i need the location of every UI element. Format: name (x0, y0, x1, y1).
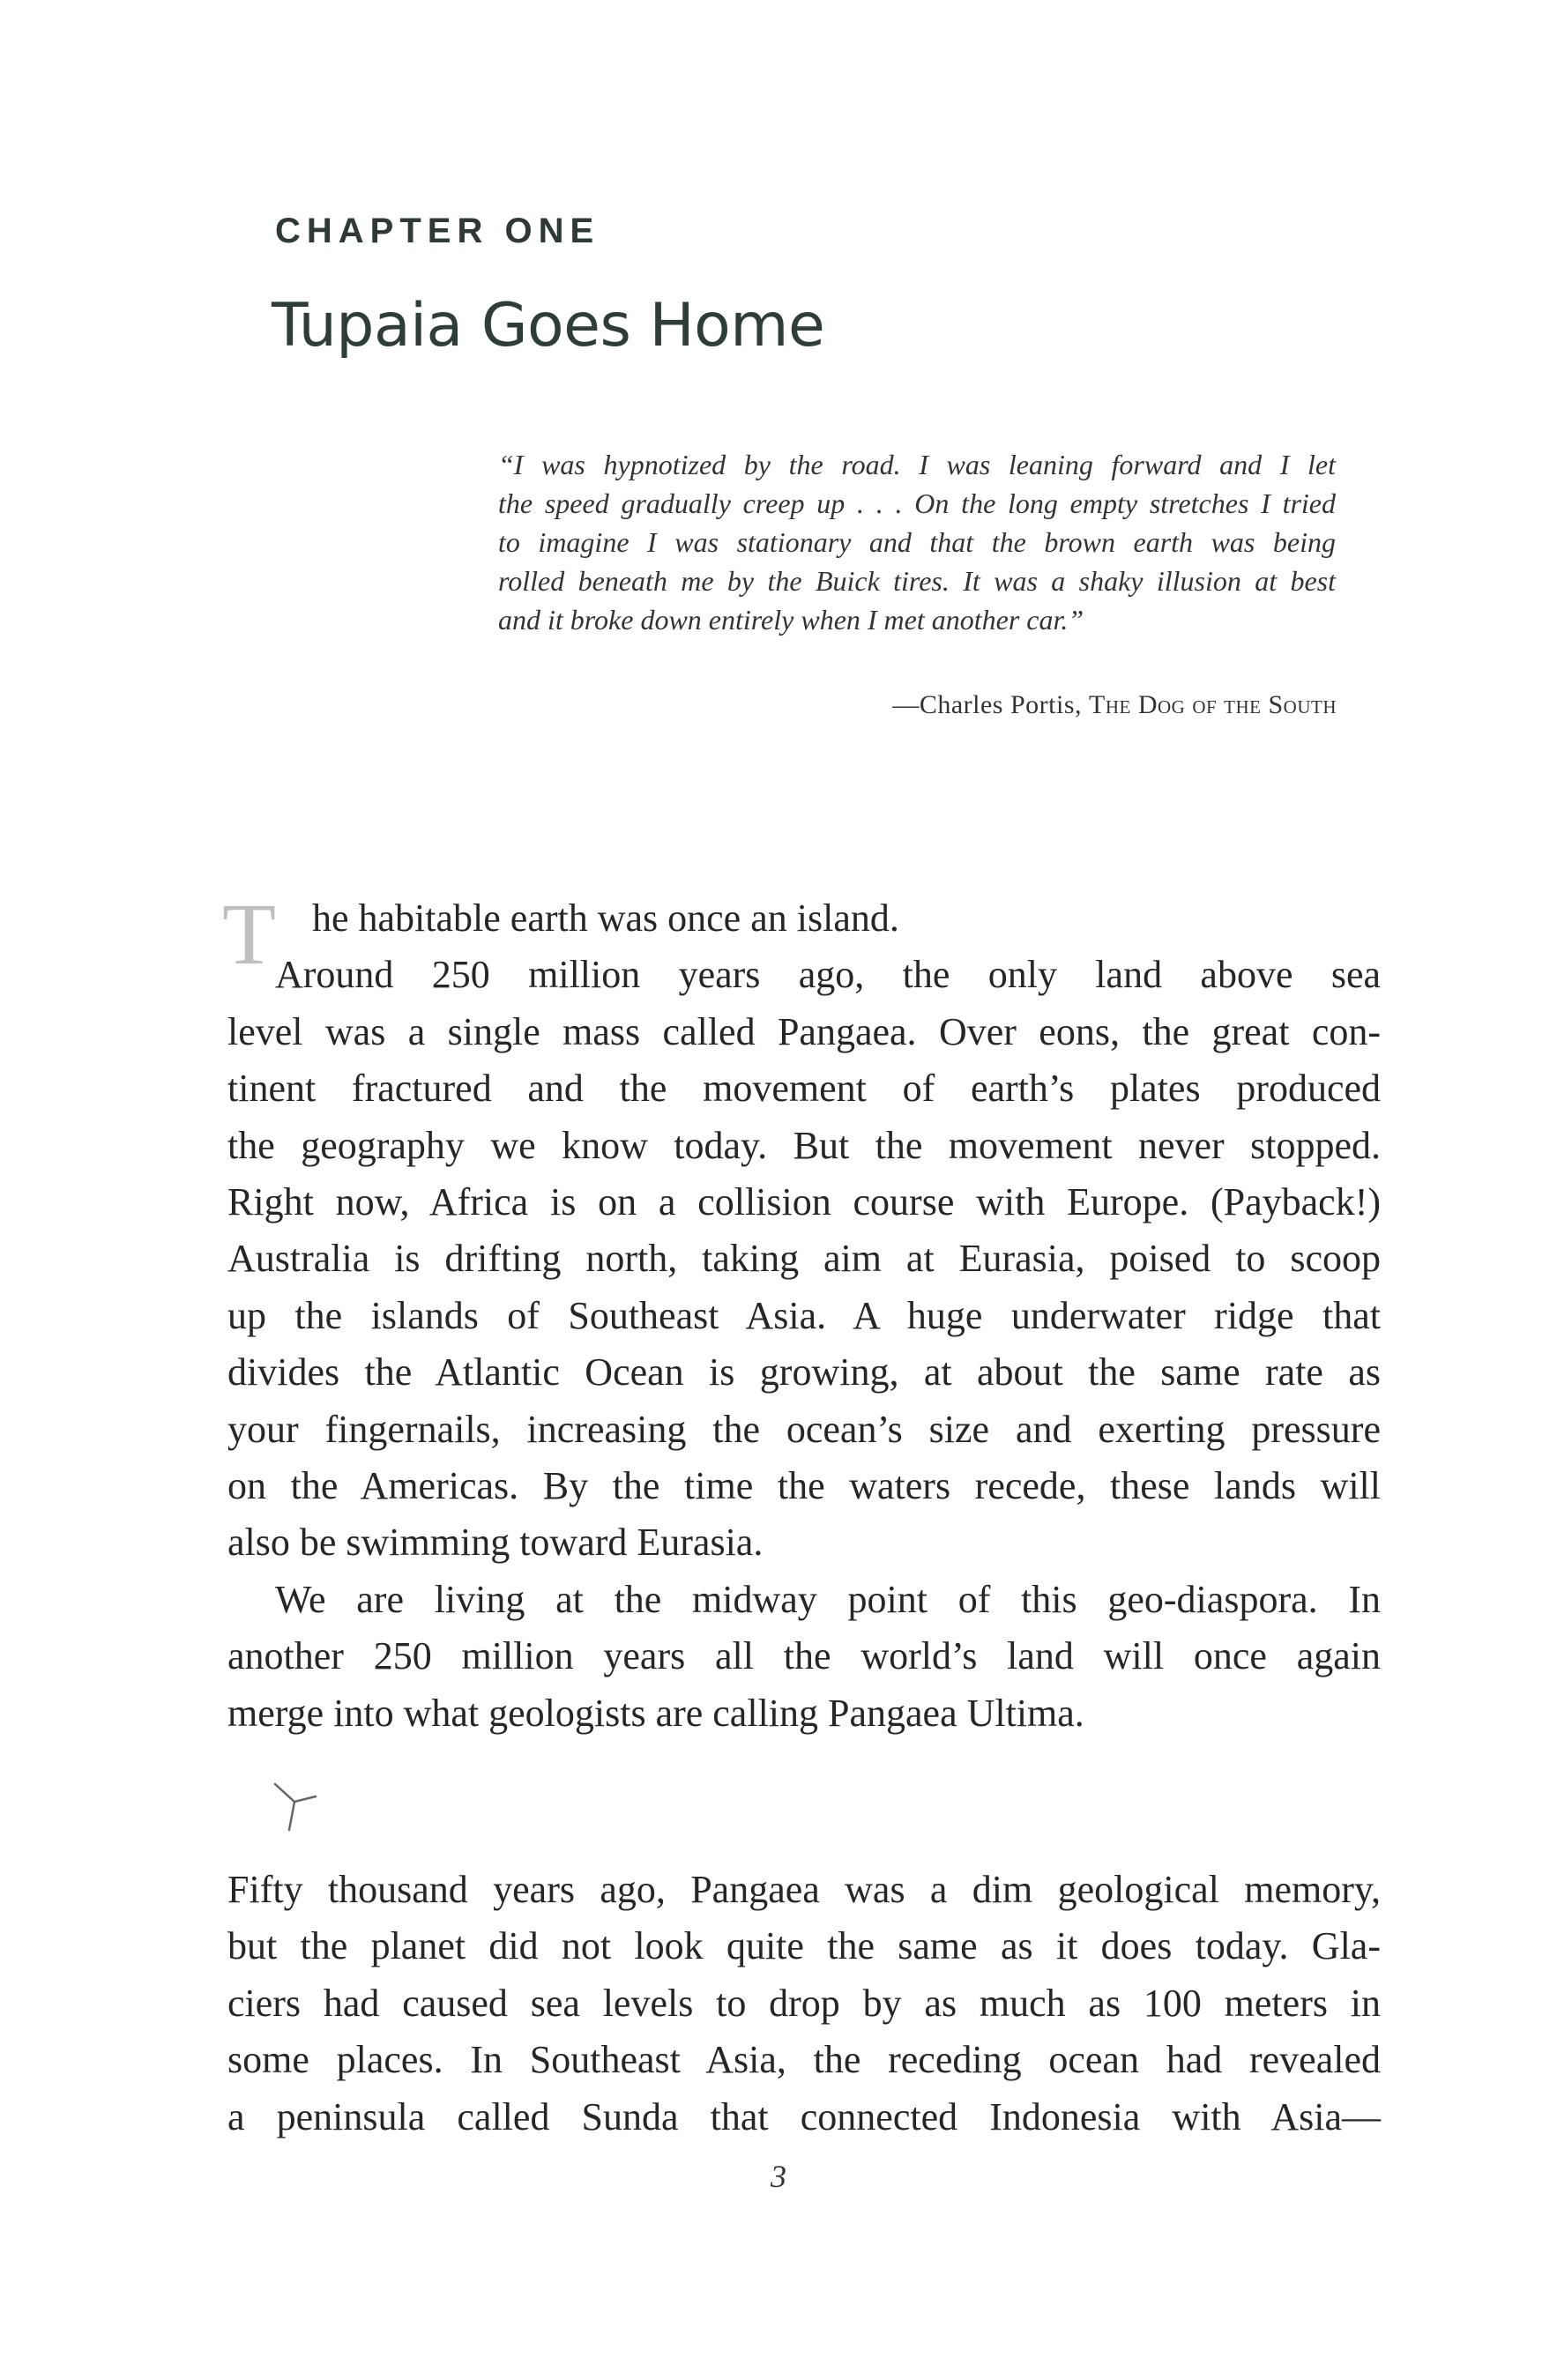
paragraph-line: on the Americas. By the time the waters recede, these lands will (227, 1464, 1381, 1508)
paragraph-line: merge into what geologists are calling Pangaea Ultima. (227, 1691, 1084, 1735)
paragraph-line: Fifty thousand years ago, Pangaea was a dim geological memory, (227, 1868, 1381, 1911)
attribution-author: —Charles Portis, (892, 690, 1089, 719)
chapter-title: Tupaia Goes Home (272, 291, 825, 361)
body-paragraph (227, 1862, 1381, 2146)
page-number: 3 (771, 2159, 786, 2194)
section-break-ornament-icon (264, 1772, 326, 1842)
paragraph-line: the geography we know today. But the movement never stopped. (227, 1123, 1381, 1167)
attribution-book-title: The Dog of the South (1089, 690, 1337, 719)
epigraph-line: and it broke down entirely when I met another car.” (498, 604, 1084, 636)
paragraph-line: level was a single mass called Pangaea. Over eons, the great con- (227, 1009, 1381, 1053)
epigraph (498, 445, 1336, 639)
paragraph-line: another 250 million years all the world’s land will once again (227, 1634, 1381, 1678)
paragraph-line: he habitable earth was once an island. (312, 896, 899, 940)
epigraph-line: rolled beneath me by the Buick tires. It was a shaky illusion at best (498, 565, 1336, 597)
body-paragraph (227, 890, 1381, 1742)
paragraph-line: tinent fractured and the movement of earth’s plates produced (227, 1067, 1381, 1111)
paragraph-line: some places. In Southeast Asia, the receding ocean had revealed (227, 2038, 1381, 2082)
epigraph-line: the speed gradually creep up . . . On the long empty stretches I tried (498, 487, 1336, 519)
drop-cap: T (222, 885, 277, 983)
paragraph-line: Right now, Africa is on a collision course with Europe. (Payback!) (227, 1180, 1381, 1224)
paragraph-line: up the islands of Southeast Asia. A huge underwater ridge that (227, 1293, 1381, 1337)
epigraph-attribution (892, 690, 1337, 720)
paragraph-line: Around 250 million years ago, the only land above sea (275, 953, 1381, 997)
epigraph-line: “I was hypnotized by the road. I was leaning forward and I let (498, 449, 1336, 480)
paragraph-line: a peninsula called Sunda that connected Indonesia with Asia— (227, 2094, 1381, 2138)
chapter-label: CHAPTER ONE (275, 212, 600, 250)
paragraph-line: Australia is drifting north, taking aim at Eurasia, poised to scoop (227, 1237, 1381, 1281)
epigraph-line: to imagine I was stationary and that the brown earth was being (498, 526, 1336, 558)
paragraph-line: We are living at the midway point of this geo-diaspora. In (275, 1577, 1381, 1621)
paragraph-line: also be swimming toward Eurasia. (227, 1521, 764, 1565)
paragraph-line: your fingernails, increasing the ocean’s size and exerting pressure (227, 1407, 1381, 1451)
paragraph-line: ciers had caused sea levels to drop by as much as 100 meters in (227, 1981, 1381, 2025)
paragraph-line: divides the Atlantic Ocean is growing, at about the same rate as (227, 1350, 1381, 1395)
paragraph-line: but the planet did not look quite the same as it does today. Gla- (227, 1924, 1381, 1968)
